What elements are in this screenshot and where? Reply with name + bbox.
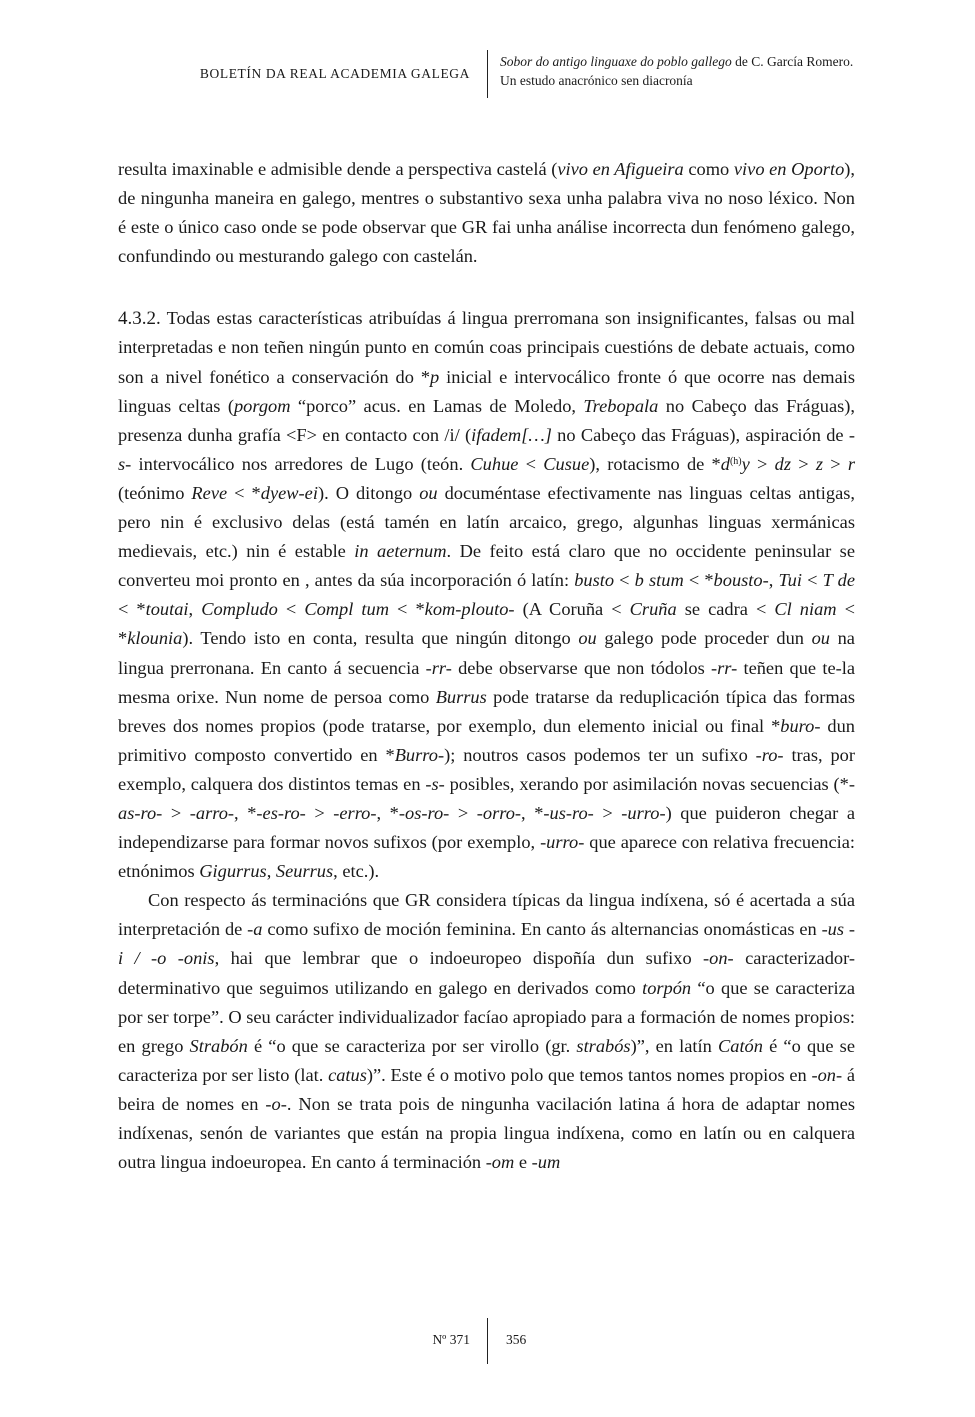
article-title (500, 52, 853, 90)
section-number: 4.3.2. (118, 308, 161, 330)
text-run: -urro- (621, 802, 666, 823)
text-run: y (741, 453, 750, 474)
text-run: -rr- (425, 657, 452, 678)
header-divider (487, 50, 488, 98)
text-run: Compludo (201, 599, 278, 620)
text-run: dyew-ei (260, 482, 318, 503)
text-run: T de (822, 570, 855, 591)
issue-number: Nº 371 (432, 1332, 470, 1347)
article-subtitle: Un estudo anacrónico sen diacronía (500, 73, 693, 88)
text-run: Gigurrus (199, 861, 267, 882)
text-run: -erro- (333, 802, 377, 823)
journal-name: BOLETÍN DA REAL ACADEMIA GALEGA (199, 66, 470, 81)
text-run: Strabón (189, 1035, 248, 1056)
running-footer (0, 1318, 975, 1366)
text-run: -on- (811, 1064, 843, 1085)
text-run: ou (419, 482, 438, 503)
text-run: Burro- (394, 744, 445, 765)
text-run: -os-ro- (398, 802, 450, 823)
text-run: Tui (778, 570, 802, 591)
text-run: Reve (191, 482, 228, 503)
text-run: klounia (127, 628, 183, 649)
text-run: (h) (729, 455, 742, 467)
text-run: in aeternum (354, 541, 447, 562)
footer-divider (487, 1318, 488, 1364)
text-run: -ro- (755, 744, 784, 765)
text-run: Burrus (435, 686, 487, 707)
text-run: -urro- (540, 832, 585, 853)
text-run: r (847, 453, 856, 474)
text-run: bousto- (713, 570, 769, 591)
text-run: vivo en Afigueira (557, 159, 684, 179)
page-number: 356 (506, 1332, 527, 1347)
text-run: dz (774, 453, 791, 474)
text-run: -om (485, 1152, 515, 1173)
text-run: -a (247, 919, 263, 940)
running-header (0, 48, 975, 100)
text-run: torpón (642, 977, 692, 998)
paragraph-3: Con respecto ás terminacións que GR considera típicas da lingua indíxena, só é acertada a súa interpretación de -a como sufixo de moción feminina. En canto ás alternancias onomásticas en -us -i / -o -onis, hai que lembrar que o indoeuropeo dispoñía dun sufixo -on- caracterizador-determinativo que seguimos utilizando en galego en derivados como torpón “o que se caracteriza por ser torpe”. O seu carácter individualizador facíao apropiado para a formación de nomes propios: en grego Strabón é “o que se caracteriza por ser virollo (gr. strabós)”, en latín Catón é “o que se caracteriza por ser listo (lat. catus)”. Este é o motivo polo que temos tantos nomes propios en -on- á beira de nomes en -o-. Non se trata pois de ningunha vacilación latina á hora de adaptar nomes indíxenas, senón de variantes que están na propia lingua indíxena, como en latín ou en calquera outra lingua indoeuropea. En canto á terminación -om e -um (118, 890, 856, 1173)
text-run: -arro- (189, 802, 235, 823)
text-run: z (815, 453, 823, 474)
text-run: strabós (576, 1035, 631, 1056)
text-run: Trebopala (583, 395, 659, 416)
body-text (118, 155, 855, 1177)
text-run: p (430, 366, 440, 387)
text-run: Cruña (629, 599, 677, 620)
text-run: Cl niam (774, 599, 837, 620)
text-run: -on- (703, 948, 734, 969)
text-run: Cuhue (470, 453, 519, 474)
text-run: -us-ro- (543, 802, 594, 823)
text-run: ou (578, 628, 597, 649)
text-run: ou (811, 628, 830, 649)
text-run: Catón (717, 1035, 763, 1056)
text-run: buro- (780, 715, 821, 736)
text-run: ifadem[…] (471, 424, 552, 445)
text-run: -s- (118, 424, 855, 474)
section-4-3-2 (118, 304, 855, 886)
text-run: -o- (265, 1093, 287, 1114)
text-run: -um (531, 1152, 561, 1173)
text-run: -us -i / -o -onis (118, 919, 856, 969)
text-run: d (720, 453, 730, 474)
text-run: -orro- (476, 802, 522, 823)
text-run: -es-ro- (256, 802, 306, 823)
article-title-italic: Sobor do antigo linguaxe do poblo gallego (500, 54, 732, 69)
text-run: porgom (233, 395, 291, 416)
text-run: Cusue (543, 453, 590, 474)
paragraph-2: Todas estas características atribuídas á lingua prerromana son insignificantes, falsas ou mal interpretadas e non teñen ningún punto en común coas principais cuestións de debate actuais, como son a nivel fonético a conservación do *p inicial e intervocálico fronte ó que ocorre nas demais linguas celtas (porgom “porco” acus. en Lamas de Moledo, Trebopala no Cabeço das Fráguas), presenza dunha grafía <F> en contacto con /i/ (ifadem[…] no Cabeço das Fráguas), aspiración de -s- intervocálico nos arredores de Lugo (teón. Cuhue < Cusue), rotacismo de $*d^{(h)}y$ > dz > z > r (teónimo Reve < *dyew-ei). O ditongo ou documéntase efectivamente nas linguas celtas antigas, pero nin é exclusivo delas (está tamén en latín arcaico, grego, algunhas linguas xermánicas medievais, etc.) nin é estable in aeternum. De feito está claro que no occidente peninsular se converteu moi pronto en , antes da súa incorporación ó latín: busto < b stum < *bousto-, Tui < T de < *toutai, Compludo < Compl tum < *kom-plouto- (A Coruña < Cruña se cadra < Cl niam < *klounia). Tendo isto en conta, resulta que ningún ditongo ou galego pode proceder dun ou na lingua prerronana. En canto á secuencia -rr- debe observarse que non tódolos -rr- teñen que te-la mesma orixe. Nun nome de persoa como Burrus pode tratarse da reduplicación típica das formas breves dos nomes propios (pode tratarse, por exemplo, dun elemento inicial ou final *buro- dun primitivo composto convertido en *Burro-); noutros casos podemos ter un sufixo -ro- tras, por exemplo, calquera dos distintos temas en -s- posibles, xerando por asimilación novas secuencias (*-as-ro- > -arro-, *-es-ro- > -erro-, *-os-ro- > -orro-, *-us-ro- > -urro-) que puideron chegar a independizarse para formar novos sufixos (por exemplo, -urro- que aparece con relativa frecuencia: etnónimos Gigurrus, Seurrus, etc.). (118, 308, 856, 882)
text-run: Seurrus (275, 861, 334, 882)
article-title-author: de C. García Romero. (731, 54, 854, 69)
text-run: toutai (145, 599, 189, 620)
text-run: Compl tum (304, 599, 389, 620)
text-run: kom-plouto- (424, 599, 515, 620)
text-run: vivo en Oporto (733, 159, 845, 179)
text-run: busto (574, 570, 615, 591)
text-run: -s- (425, 773, 445, 794)
text-run: b stum (634, 570, 684, 591)
text-run: -rr- (711, 657, 738, 678)
text-run: -as-ro- (118, 773, 855, 823)
paragraph-1: resulta imaxinable e admisible dende a perspectiva castelá (vivo en Afigueira como vivo en Oporto), de ningunha maneira en galego, mentres o substantivo sexa unha palabra viva no noso léxico. Non é este o único caso onde se pode observar que GR fai unha análise incorrecta dun fenómeno galego, confundindo ou mesturando galego con castelán. (118, 159, 856, 267)
text-run: catus (328, 1064, 367, 1085)
